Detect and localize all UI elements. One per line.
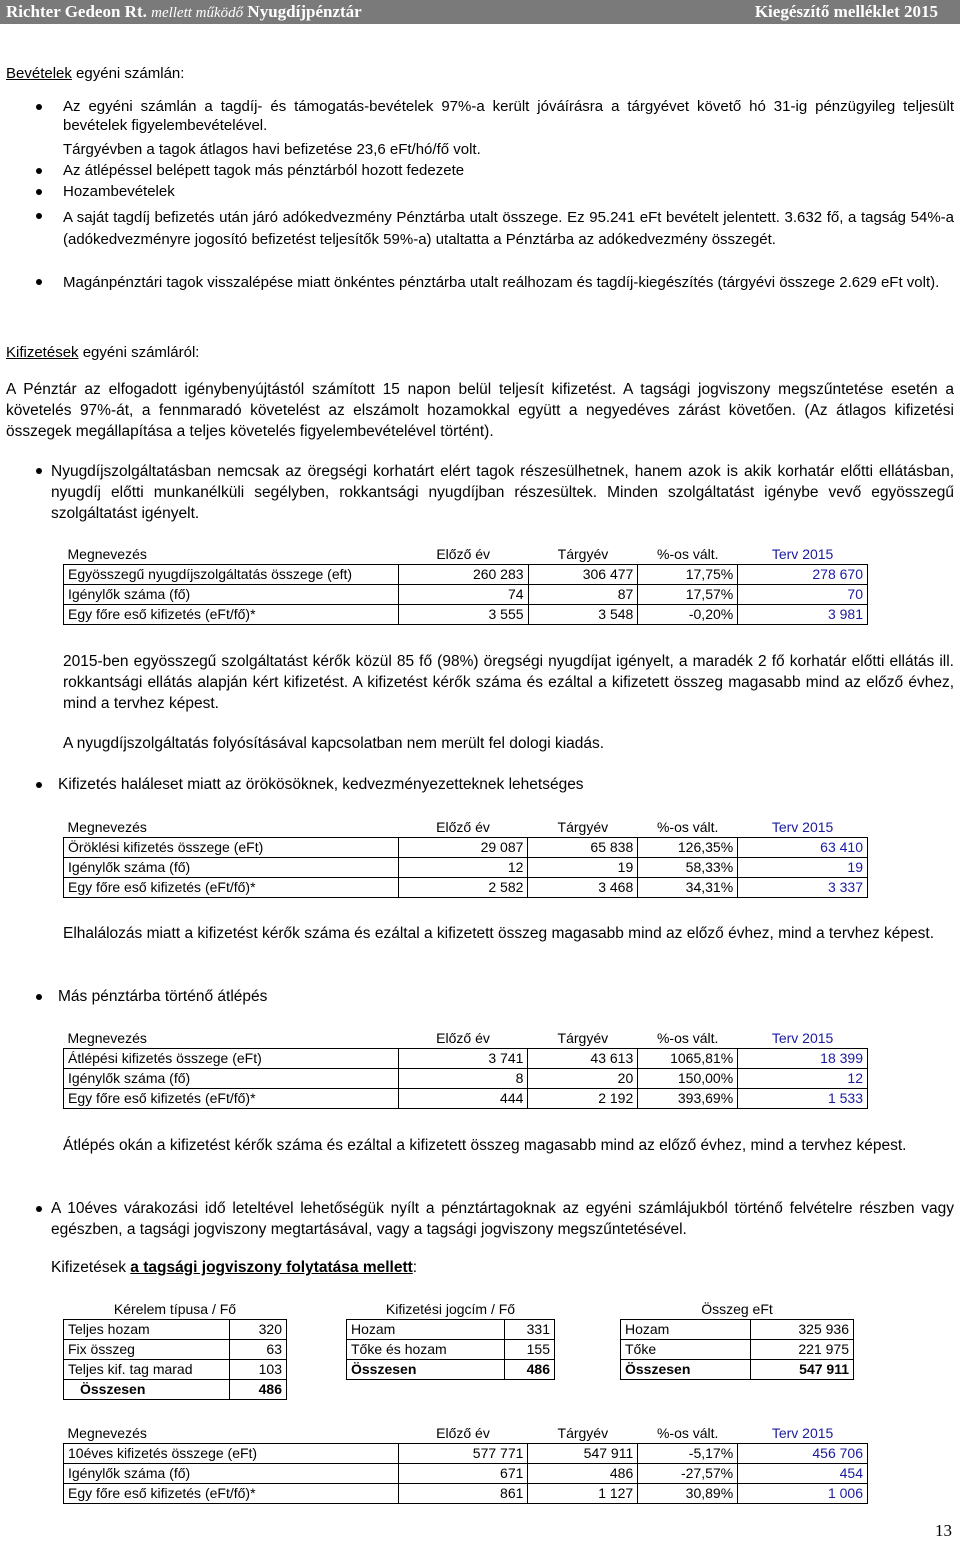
income-bullet-5: Magánpénztári tagok visszalépése miatt önkéntes pénztárba utalt reálhozam és tagdíj-kiegészítés (tárgyévi összege 2.629 eFt volt). — [63, 274, 940, 291]
cell-name: Egy főre eső kifizetés (eFt/fő)* — [64, 604, 399, 624]
income-bullet-4: A saját tagdíj befizetés után járó adókedvezmény Pénztárba utalt összege. Ez 95.241 eFt bevételt jelentett. 3.632 fő, a tagság 54%-a (adókedvezményre jogosító befizetést teljesítők 59%-a) utaltatta a Pénztárba az adókedvezmény összegét. — [63, 209, 954, 248]
request-type-table — [63, 1299, 287, 1400]
cell-name: Tőke — [621, 1339, 751, 1359]
tenyear-table — [63, 1423, 868, 1504]
cell-name: Hozam — [621, 1319, 751, 1339]
table-row — [64, 1048, 868, 1068]
table-row — [64, 1068, 868, 1088]
bullet-dot — [36, 468, 42, 474]
table-row — [621, 1339, 854, 1359]
cell-plan: 63 410 — [738, 837, 868, 857]
cell-name: Fix összeg — [64, 1339, 230, 1359]
cell-cur: 19 — [528, 857, 638, 877]
cell-pct: 1065,81% — [638, 1048, 738, 1068]
cell-name: Hozam — [347, 1319, 505, 1339]
continuation-prefix: Kifizetések — [51, 1259, 131, 1276]
cell-pct: -5,17% — [638, 1443, 738, 1463]
bullet-dot — [36, 782, 42, 788]
cell-prev: 8 — [398, 1068, 528, 1088]
cell-pct: 58,33% — [638, 857, 738, 877]
col-cur: Tárgyév — [528, 544, 638, 564]
cell-cur: 486 — [528, 1463, 638, 1483]
cell-prev: 29 087 — [398, 837, 528, 857]
tenyear-bullet: A 10éves várakozási idő leteltével lehetőségük nyílt a pénztártagoknak az egyéni számlájukból történő felvételre részben vagy egészben, a tagsági jogviszony megtartásával, vagy a tagsági jogviszony megszűntetésével. — [51, 1200, 954, 1238]
cell-plan: 3 981 — [738, 604, 868, 624]
pension-note-2: A nyugdíjszolgáltatás folyósításával kapcsolatban nem merült fel dologi kiadás. — [63, 735, 605, 752]
table-row — [64, 584, 868, 604]
cell-prev: 671 — [398, 1463, 528, 1483]
col-plan: Terv 2015 — [738, 1028, 868, 1048]
cell-prev: 12 — [398, 857, 528, 877]
pension-table — [63, 544, 868, 625]
col-name: Megnevezés — [64, 1028, 399, 1048]
cell-cur: 306 477 — [528, 564, 638, 584]
death-table — [63, 817, 868, 898]
table-header-row — [64, 817, 868, 837]
cell-cur: 87 — [528, 584, 638, 604]
transfer-table — [63, 1028, 868, 1109]
cell-cur: 547 911 — [528, 1443, 638, 1463]
payouts-paragraph: A Pénztár az elfogadott igénybenyújtástól számított 15 napon belül teljesít kifizetést. A tagsági jogviszony megszűntetése esetén a követelés 97%-át, a fennmaradó követelést az elszámolt hozamokkal együtt a negyedéves zárást követően. (Az átlagos kifizetési összegek megállapítása a teljes követelés figyelembevételével történt). — [6, 381, 954, 440]
cell-prev: 260 283 — [398, 564, 528, 584]
cell-plan: 12 — [738, 1068, 868, 1088]
continuation-heading — [51, 1259, 417, 1277]
col-plan: Terv 2015 — [738, 1423, 868, 1443]
cell-name: 10éves kifizetés összege (eFt) — [64, 1443, 399, 1463]
cell-name: Igénylők száma (fő) — [64, 584, 399, 604]
table-row — [347, 1319, 555, 1339]
header-middle: mellett működő — [151, 5, 244, 21]
table-row — [347, 1339, 555, 1359]
bullet-dot — [36, 189, 42, 195]
col-cur: Tárgyév — [528, 817, 638, 837]
cell-cur: 2 192 — [528, 1088, 638, 1108]
pension-bullet: Nyugdíjszolgáltatásban nemcsak az öregségi korhatárt elért tagok részesülhetnek, hanem azok is akik korhatár előtti ellátásban, nyugdíj előtti munkanélküli segélyben, rokkantsági nyugdíjban részesültek. Minden szolgáltatást igénybe vevő egyösszegű szolgáltatást igényelt. — [51, 463, 954, 522]
cell-cur: 3 468 — [528, 877, 638, 897]
cell-plan: 456 706 — [738, 1443, 868, 1463]
header-fund: Nyugdíjpénztár — [247, 2, 362, 21]
income-heading-underlined: Bevételek — [6, 65, 72, 82]
table-row — [64, 1359, 287, 1379]
col-name: Megnevezés — [64, 1423, 399, 1443]
cell-name: Egy főre eső kifizetés (eFt/fő)* — [64, 877, 399, 897]
payouts-heading — [6, 344, 199, 361]
cell-name: Igénylők száma (fő) — [64, 1068, 399, 1088]
amount-table — [620, 1299, 854, 1380]
death-bullet: Kifizetés haláleset miatt az örökösöknek, kedvezményezetteknek lehetséges — [58, 776, 584, 793]
cell-pct: 30,89% — [638, 1483, 738, 1503]
col-plan: Terv 2015 — [738, 544, 868, 564]
cell-name: Teljes kif. tag marad — [64, 1359, 230, 1379]
cell-name: Egy főre eső kifizetés (eFt/fő)* — [64, 1088, 399, 1108]
income-bullet-1: Az egyéni számlán a tagdíj- és támogatás-bevételek 97%-a került jóváírásra a tárgyévet követő hó 31-ig pénzügyileg teljesült bevételek figyelembevételével. — [63, 98, 954, 134]
cell-prev: 861 — [398, 1483, 528, 1503]
cell-total-label: Összesen — [621, 1359, 751, 1379]
cell-cur: 1 127 — [528, 1483, 638, 1503]
cell-total: 486 — [230, 1379, 287, 1399]
continuation-bold: a tagsági jogviszony folytatása mellett — [130, 1259, 413, 1276]
col-pct: %-os vált. — [638, 817, 738, 837]
cell-pct: 34,31% — [638, 877, 738, 897]
cell-plan: 1 006 — [738, 1483, 868, 1503]
payouts-heading-underlined: Kifizetések — [6, 344, 79, 361]
table-header-row — [64, 1423, 868, 1443]
table-row — [64, 1088, 868, 1108]
header-right: Kiegészítő melléklet 2015 — [754, 2, 938, 21]
cell-plan: 1 533 — [738, 1088, 868, 1108]
col-plan: Terv 2015 — [738, 817, 868, 837]
continuation-suffix: : — [412, 1259, 418, 1276]
table-header-row — [64, 1028, 868, 1048]
col-pct: %-os vált. — [638, 544, 738, 564]
cell-val: 320 — [230, 1319, 287, 1339]
income-bullet-3: Hozambevételek — [63, 183, 175, 200]
cell-prev: 3 741 — [398, 1048, 528, 1068]
bullet-dot — [36, 104, 42, 110]
cell-plan: 278 670 — [738, 564, 868, 584]
transfer-note: Átlépés okán a kifizetést kérők száma és ezáltal a kifizetett összeg magasabb mind az előző évhez, mind a tervhez képest. — [63, 1137, 907, 1154]
payout-title-table — [346, 1299, 555, 1380]
cell-prev: 2 582 — [398, 877, 528, 897]
table-row — [64, 837, 868, 857]
cell-name: Teljes hozam — [64, 1319, 230, 1339]
table-row — [64, 1483, 868, 1503]
cell-cur: 43 613 — [528, 1048, 638, 1068]
table-row — [64, 1463, 868, 1483]
cell-val: 155 — [505, 1339, 555, 1359]
transfer-bullet: Más pénztárba történő átlépés — [58, 988, 268, 1005]
cell-plan: 18 399 — [738, 1048, 868, 1068]
bullet-dot — [36, 213, 42, 219]
cell-name: Egy főre eső kifizetés (eFt/fő)* — [64, 1483, 399, 1503]
bullet-dot — [36, 1206, 42, 1212]
table-row — [621, 1319, 854, 1339]
header-company: Richter Gedeon Rt. — [6, 2, 147, 21]
table-row — [64, 1339, 287, 1359]
page-header — [0, 0, 960, 24]
table-row — [64, 877, 868, 897]
income-heading — [6, 65, 184, 82]
cell-val: 331 — [505, 1319, 555, 1339]
table-row — [64, 604, 868, 624]
cell-prev: 3 555 — [398, 604, 528, 624]
cell-total-label: Összesen — [64, 1379, 230, 1399]
cell-pct: 393,69% — [638, 1088, 738, 1108]
col-pct: %-os vált. — [638, 1423, 738, 1443]
cell-total: 547 911 — [751, 1359, 854, 1379]
cell-pct: 126,35% — [638, 837, 738, 857]
cell-plan: 454 — [738, 1463, 868, 1483]
income-bullet-1-cont: Tárgyévben a tagok átlagos havi befizetése 23,6 eFt/hó/fő volt. — [63, 141, 481, 158]
death-note: Elhalálozás miatt a kifizetést kérők száma és ezáltal a kifizetett összeg magasabb mind az előző évhez, mind a tervhez képest. — [63, 925, 935, 942]
cell-name: Átlépési kifizetés összege (eFt) — [64, 1048, 399, 1068]
table-row — [64, 1443, 868, 1463]
cell-pct: -0,20% — [638, 604, 738, 624]
table-row — [64, 1319, 287, 1339]
cell-pct: 17,75% — [638, 564, 738, 584]
cell-val: 325 936 — [751, 1319, 854, 1339]
col-prev: Előző év — [398, 1028, 528, 1048]
col-name: Megnevezés — [64, 817, 399, 837]
cell-pct: 150,00% — [638, 1068, 738, 1088]
cell-plan: 3 337 — [738, 877, 868, 897]
cell-cur: 3 548 — [528, 604, 638, 624]
cell-val: 103 — [230, 1359, 287, 1379]
cell-total: 486 — [505, 1359, 555, 1379]
cell-pct: 17,57% — [638, 584, 738, 604]
income-bullet-2: Az átlépéssel belépett tagok más pénztárból hozott fedezete — [63, 162, 465, 179]
cell-name: Igénylők száma (fő) — [64, 1463, 399, 1483]
payout-title-title: Kifizetési jogcím / Fő — [347, 1299, 555, 1319]
income-heading-rest: egyéni számlán: — [76, 65, 185, 82]
cell-name: Igénylők száma (fő) — [64, 857, 399, 877]
cell-name: Öröklési kifizetés összege (eFt) — [64, 837, 399, 857]
cell-cur: 65 838 — [528, 837, 638, 857]
col-cur: Tárgyév — [528, 1423, 638, 1443]
payouts-heading-rest: egyéni számláról: — [82, 344, 200, 361]
cell-prev: 444 — [398, 1088, 528, 1108]
col-prev: Előző év — [398, 817, 528, 837]
cell-name: Tőke és hozam — [347, 1339, 505, 1359]
cell-pct: -27,57% — [638, 1463, 738, 1483]
cell-name: Egyösszegű nyugdíjszolgáltatás összege (eft) — [64, 564, 399, 584]
amount-title: Összeg eFt — [621, 1299, 854, 1319]
cell-plan: 70 — [738, 584, 868, 604]
col-cur: Tárgyév — [528, 1028, 638, 1048]
header-left — [6, 2, 362, 22]
request-type-title: Kérelem típusa / Fő — [64, 1299, 287, 1319]
bullet-dot — [36, 168, 42, 174]
table-row-total — [64, 1379, 287, 1399]
cell-prev: 74 — [398, 584, 528, 604]
bullet-dot — [36, 279, 42, 285]
col-prev: Előző év — [398, 544, 528, 564]
cell-val: 63 — [230, 1339, 287, 1359]
bullet-dot — [36, 994, 42, 1000]
page-number: 13 — [935, 1521, 952, 1540]
table-row — [64, 564, 868, 584]
col-pct: %-os vált. — [638, 1028, 738, 1048]
table-row-total — [621, 1359, 854, 1379]
cell-prev: 577 771 — [398, 1443, 528, 1463]
cell-plan: 19 — [738, 857, 868, 877]
pension-note: 2015-ben egyösszegű szolgáltatást kérők közül 85 fő (98%) öregségi nyugdíjat igényelt, a maradék 2 fő korhatár előtti ellátás ill. rokkantsági ellátás alapján kért kifizetést. A kifizetést kérők száma és ezáltal a kifizetett összeg magasabb mind az előző évhez, mind a tervhez képest. — [63, 653, 954, 712]
table-header-row — [64, 544, 868, 564]
col-name: Megnevezés — [64, 544, 399, 564]
table-row — [64, 857, 868, 877]
table-row-total — [347, 1359, 555, 1379]
cell-cur: 20 — [528, 1068, 638, 1088]
cell-val: 221 975 — [751, 1339, 854, 1359]
col-prev: Előző év — [398, 1423, 528, 1443]
cell-total-label: Összesen — [347, 1359, 505, 1379]
